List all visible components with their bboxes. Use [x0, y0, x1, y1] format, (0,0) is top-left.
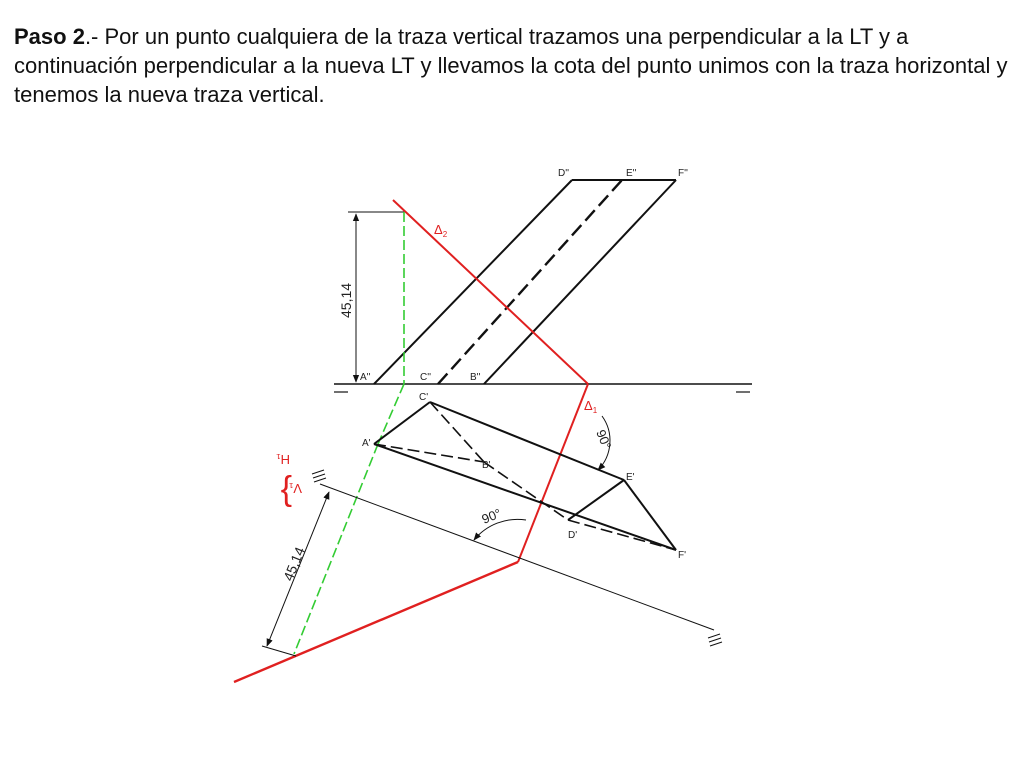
- label-f2: F'': [678, 168, 688, 179]
- label-d1: D': [568, 530, 578, 541]
- label-f1: F': [678, 550, 687, 561]
- trace-delta2: [393, 200, 588, 384]
- edge-d1-f1: [568, 520, 676, 550]
- label-e2: E'': [626, 168, 637, 179]
- angle-label-top: 90°: [593, 427, 615, 452]
- edge-c2-e2: [438, 180, 622, 384]
- caption-lead: Paso 2: [14, 24, 85, 49]
- label-b2: B'': [470, 372, 481, 383]
- green-dashed-oblique: [294, 444, 378, 654]
- edge-a1-f1: [374, 444, 676, 550]
- new-lt-h-label: H₁: [276, 452, 290, 467]
- label-e1: E': [626, 472, 635, 483]
- trace-delta1-upper: [518, 384, 588, 562]
- green-dashed-link: [378, 384, 404, 444]
- label-a2: A'': [360, 372, 371, 383]
- angle-arc-bottom: [474, 519, 526, 540]
- dim-label-rotated: 45,14: [279, 544, 308, 584]
- caption-body: .- Por un punto cualquiera de la traza vertical trazamos una perpendicular a la LT y a continuación perpendicular a la nueva LT y llevamos la cota del punto unimos con la traza horizontal y tenemos la nueva traza vertical.: [14, 24, 1008, 107]
- dim-extension-bottom: [262, 646, 296, 656]
- new-lt-brace: }: [280, 474, 292, 512]
- new-lt-ticks-top: [312, 470, 326, 482]
- edge-c1-b1: [430, 402, 484, 462]
- label-b1: B': [482, 460, 491, 471]
- label-c2: C'': [420, 372, 432, 383]
- edge-d1-e1: [568, 480, 624, 520]
- label-a1: A': [362, 438, 371, 449]
- label-c1: C': [419, 392, 429, 403]
- edge-e1-f1: [624, 480, 676, 550]
- edge-a1-c1: [374, 402, 430, 444]
- trace-delta2-label: Δ2: [434, 222, 448, 239]
- new-ground-line: [320, 484, 714, 630]
- label-d2: D'': [558, 168, 570, 179]
- edge-a1-b1: [374, 444, 484, 462]
- edge-b2-f2: [484, 180, 676, 384]
- angle-label-bottom: 90°: [479, 505, 504, 527]
- new-lt-ticks-bottom: [708, 634, 722, 646]
- trace-delta1-label: Δ1: [584, 398, 598, 415]
- new-lt-v-label: V₁: [288, 481, 302, 496]
- dim-label-vertical: 45,14: [338, 282, 354, 318]
